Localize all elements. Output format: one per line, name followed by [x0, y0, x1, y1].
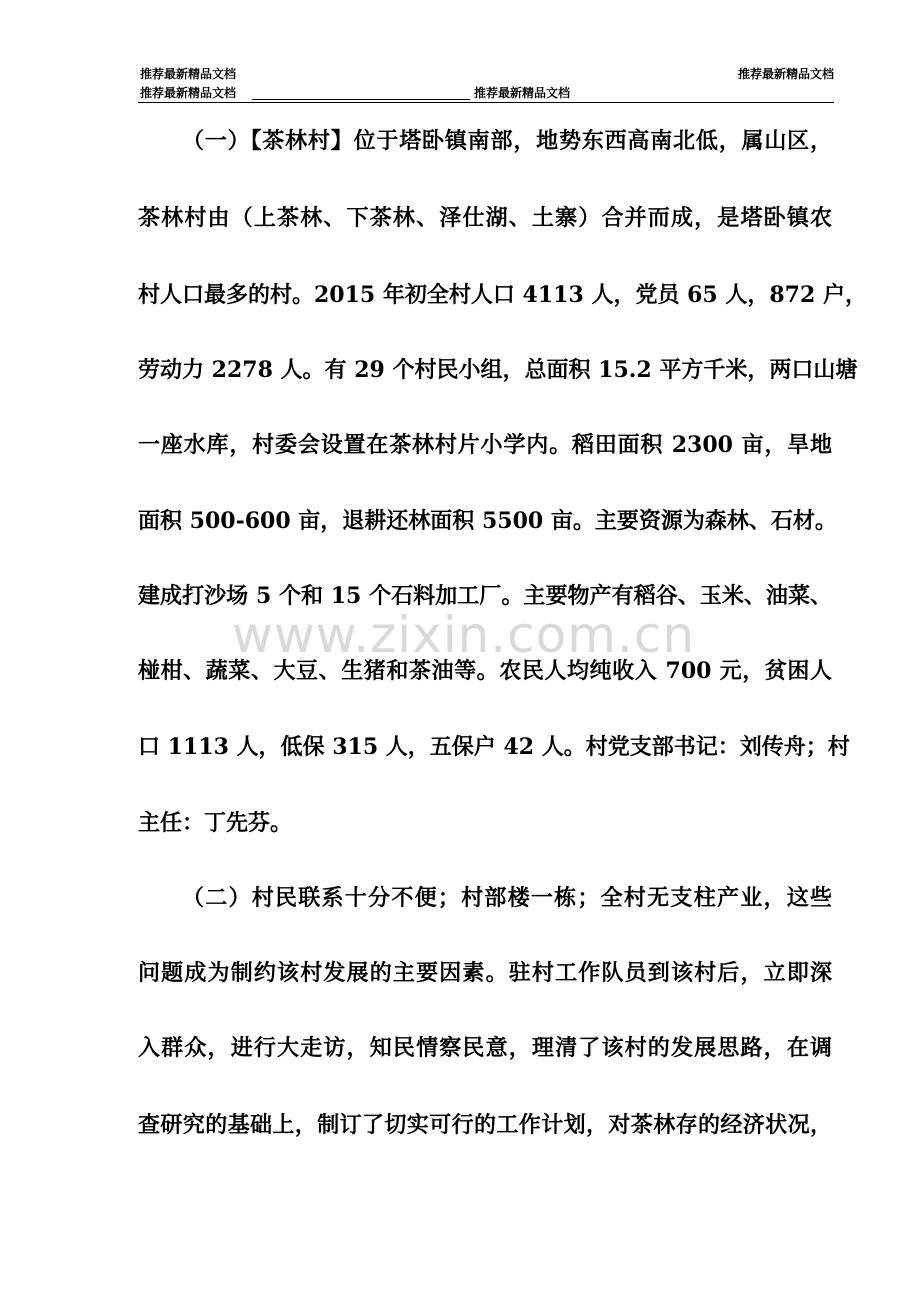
header-left-label: 推荐最新精品文档: [140, 67, 237, 81]
header-right-label: 推荐最新精品文档: [737, 67, 834, 81]
paragraph-2-line-3: 入群众，进行大走访，知民情察民意，理清了该村的发展思路，在调: [138, 1035, 832, 1061]
header-left-label-second: 推荐最新精品文档: [140, 86, 237, 100]
paragraph-2-line-1: （二）村民联系十分不便；村部楼一栋；全村无支柱产业，这些: [182, 885, 832, 911]
paragraph-1-line-9: 口 1113 人，低保 315 人，五保户 42 人。村党支部书记：刘传舟；村: [138, 734, 850, 760]
paragraph-1-line-3: 村人口最多的村。2015 年初全村人口 4113 人，党员 65 人，872 户，: [138, 282, 867, 308]
paragraph-1-line-7: 建成打沙场 5 个和 15 个石料加工厂。主要物产有稻谷、玉米、油菜、: [138, 583, 832, 609]
paragraph-1-line-8: 椪柑、蔬菜、大豆、生猪和茶油等。农民人均纯收入 700 元，贫困人: [138, 658, 832, 684]
header-rule: [138, 102, 834, 103]
paragraph-1-line-4: 劳动力 2278 人。有 29 个村民小组，总面积 15.2 平方千米，两口山塘: [138, 357, 858, 383]
paragraph-2-line-2: 问题成为制约该村发展的主要因素。驻村工作队员到该村后，立即深: [138, 960, 832, 986]
paragraph-1-line-10: 主任：丁先芬。: [138, 810, 293, 836]
paragraph-1-line-1: （一）【茶林村】位于塔卧镇南部，地势东西高南北低，属山区，: [182, 128, 832, 154]
paragraph-1-line-5: 一座水库，村委会设置在茶林村片小学内。稻田面积 2300 亩，旱地: [138, 432, 832, 458]
watermark: www.zixin.com.cn: [232, 606, 696, 664]
header-center-label: 推荐最新精品文档: [474, 86, 571, 100]
paragraph-1-line-2: 茶林村由（上茶林、下茶林、泽仕湖、土寨）合并而成，是塔卧镇农: [138, 205, 832, 231]
paragraph-2-line-4: 查研究的基础上，制订了切实可行的工作计划，对茶林存的经济状况，: [138, 1112, 832, 1138]
header-underline: [252, 99, 470, 100]
paragraph-1-line-6: 面积 500-600 亩，退耕还林面积 5500 亩。主要资源为森林、石材。: [138, 508, 837, 534]
